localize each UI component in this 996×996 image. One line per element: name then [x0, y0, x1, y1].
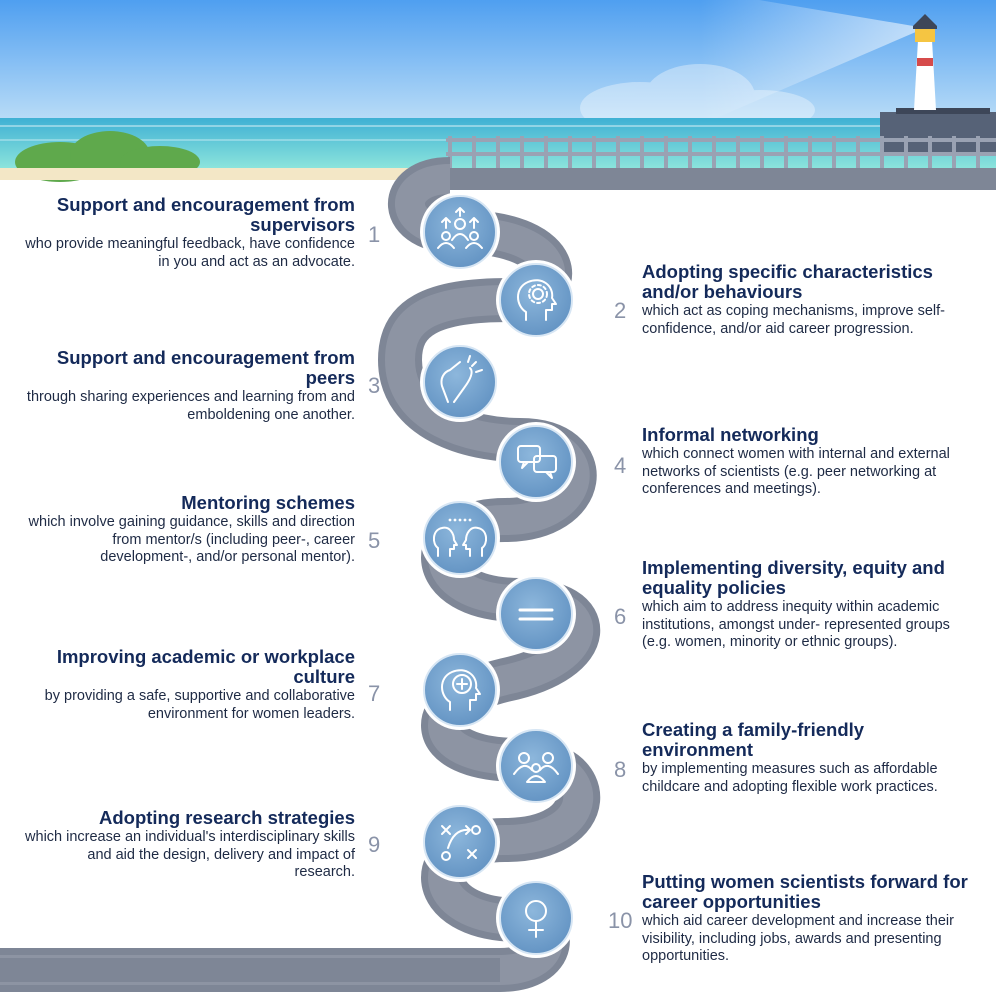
- step-number: 8: [614, 757, 627, 782]
- road-bottom: [0, 958, 500, 982]
- step-number: 5: [368, 528, 381, 553]
- step-3: [25, 348, 355, 424]
- step-number: 1: [368, 222, 381, 247]
- step-description: which aid career development and increase their visibility, including jobs, awards and presenting opportunities.: [642, 913, 954, 964]
- step-title: Creating a family-friendly environment: [642, 719, 865, 760]
- step-title: Mentoring schemes: [181, 492, 355, 513]
- step-title: Support and encouragement from supervisors: [56, 194, 355, 235]
- female-symbol-icon: [496, 878, 576, 958]
- step-description: which act as coping mechanisms, improve self-confidence, and/or aid career progression.: [642, 303, 946, 337]
- step-6: [642, 558, 977, 652]
- step-title: Adopting specific characteristics and/or behaviours: [642, 261, 933, 302]
- leader-team-icon: [420, 192, 500, 272]
- step-number: 9: [368, 832, 381, 857]
- step-description: by implementing measures such as affordable childcare and adopting flexible work practices.: [642, 761, 938, 795]
- beach: [0, 168, 440, 180]
- step-2: [642, 262, 977, 338]
- step-number: 6: [614, 604, 627, 629]
- step-1: [25, 195, 355, 271]
- step-description: through sharing experiences and learning from and emboldening one another.: [26, 389, 355, 423]
- step-4: [642, 425, 977, 499]
- two-heads-icon: [420, 498, 500, 578]
- equals-icon: [496, 574, 576, 654]
- step-description: which connect women with internal and external networks of scientists (e.g. peer networking at conferences and meetings).: [642, 446, 950, 497]
- step-title: Informal networking: [642, 424, 819, 445]
- step-5: [25, 493, 355, 567]
- step-title: Putting women scientists forward for career opportunities: [642, 871, 968, 912]
- road-top: [440, 168, 996, 190]
- step-title: Implementing diversity, equity and equality policies: [642, 557, 945, 598]
- step-10: [642, 872, 977, 966]
- step-title: Support and encouragement from peers: [56, 347, 355, 388]
- step-description: which increase an individual's interdisciplinary skills and aid the design, delivery and impact of research.: [25, 829, 355, 880]
- strategy-icon: [420, 802, 500, 882]
- step-number: 7: [368, 681, 381, 706]
- head-gear-icon: [496, 260, 576, 340]
- head-plus-icon: [420, 650, 500, 730]
- chat-bubbles-icon: [496, 422, 576, 502]
- step-9: [25, 808, 355, 882]
- step-number: 4: [614, 453, 627, 478]
- step-description: who provide meaningful feedback, have confidence in you and act as an advocate.: [25, 236, 355, 270]
- step-description: which involve gaining guidance, skills and direction from mentor/s (including peer-, career development-, and/or personal mentor).: [28, 514, 355, 565]
- step-8: [642, 720, 977, 796]
- step-7: [25, 647, 355, 723]
- step-number: 3: [368, 373, 381, 398]
- step-description: which aim to address inequity within academic institutions, amongst under- represented groups (e.g. women, minority or ethnic groups).: [642, 599, 950, 650]
- step-description: by providing a safe, supportive and collaborative environment for women leaders.: [44, 688, 355, 722]
- family-icon: [496, 726, 576, 806]
- step-title: Improving academic or workplace culture: [56, 646, 355, 687]
- step-number: 2: [614, 298, 627, 323]
- step-title: Adopting research strategies: [99, 807, 355, 828]
- step-number: 10: [608, 908, 633, 933]
- high-five-icon: [420, 342, 500, 422]
